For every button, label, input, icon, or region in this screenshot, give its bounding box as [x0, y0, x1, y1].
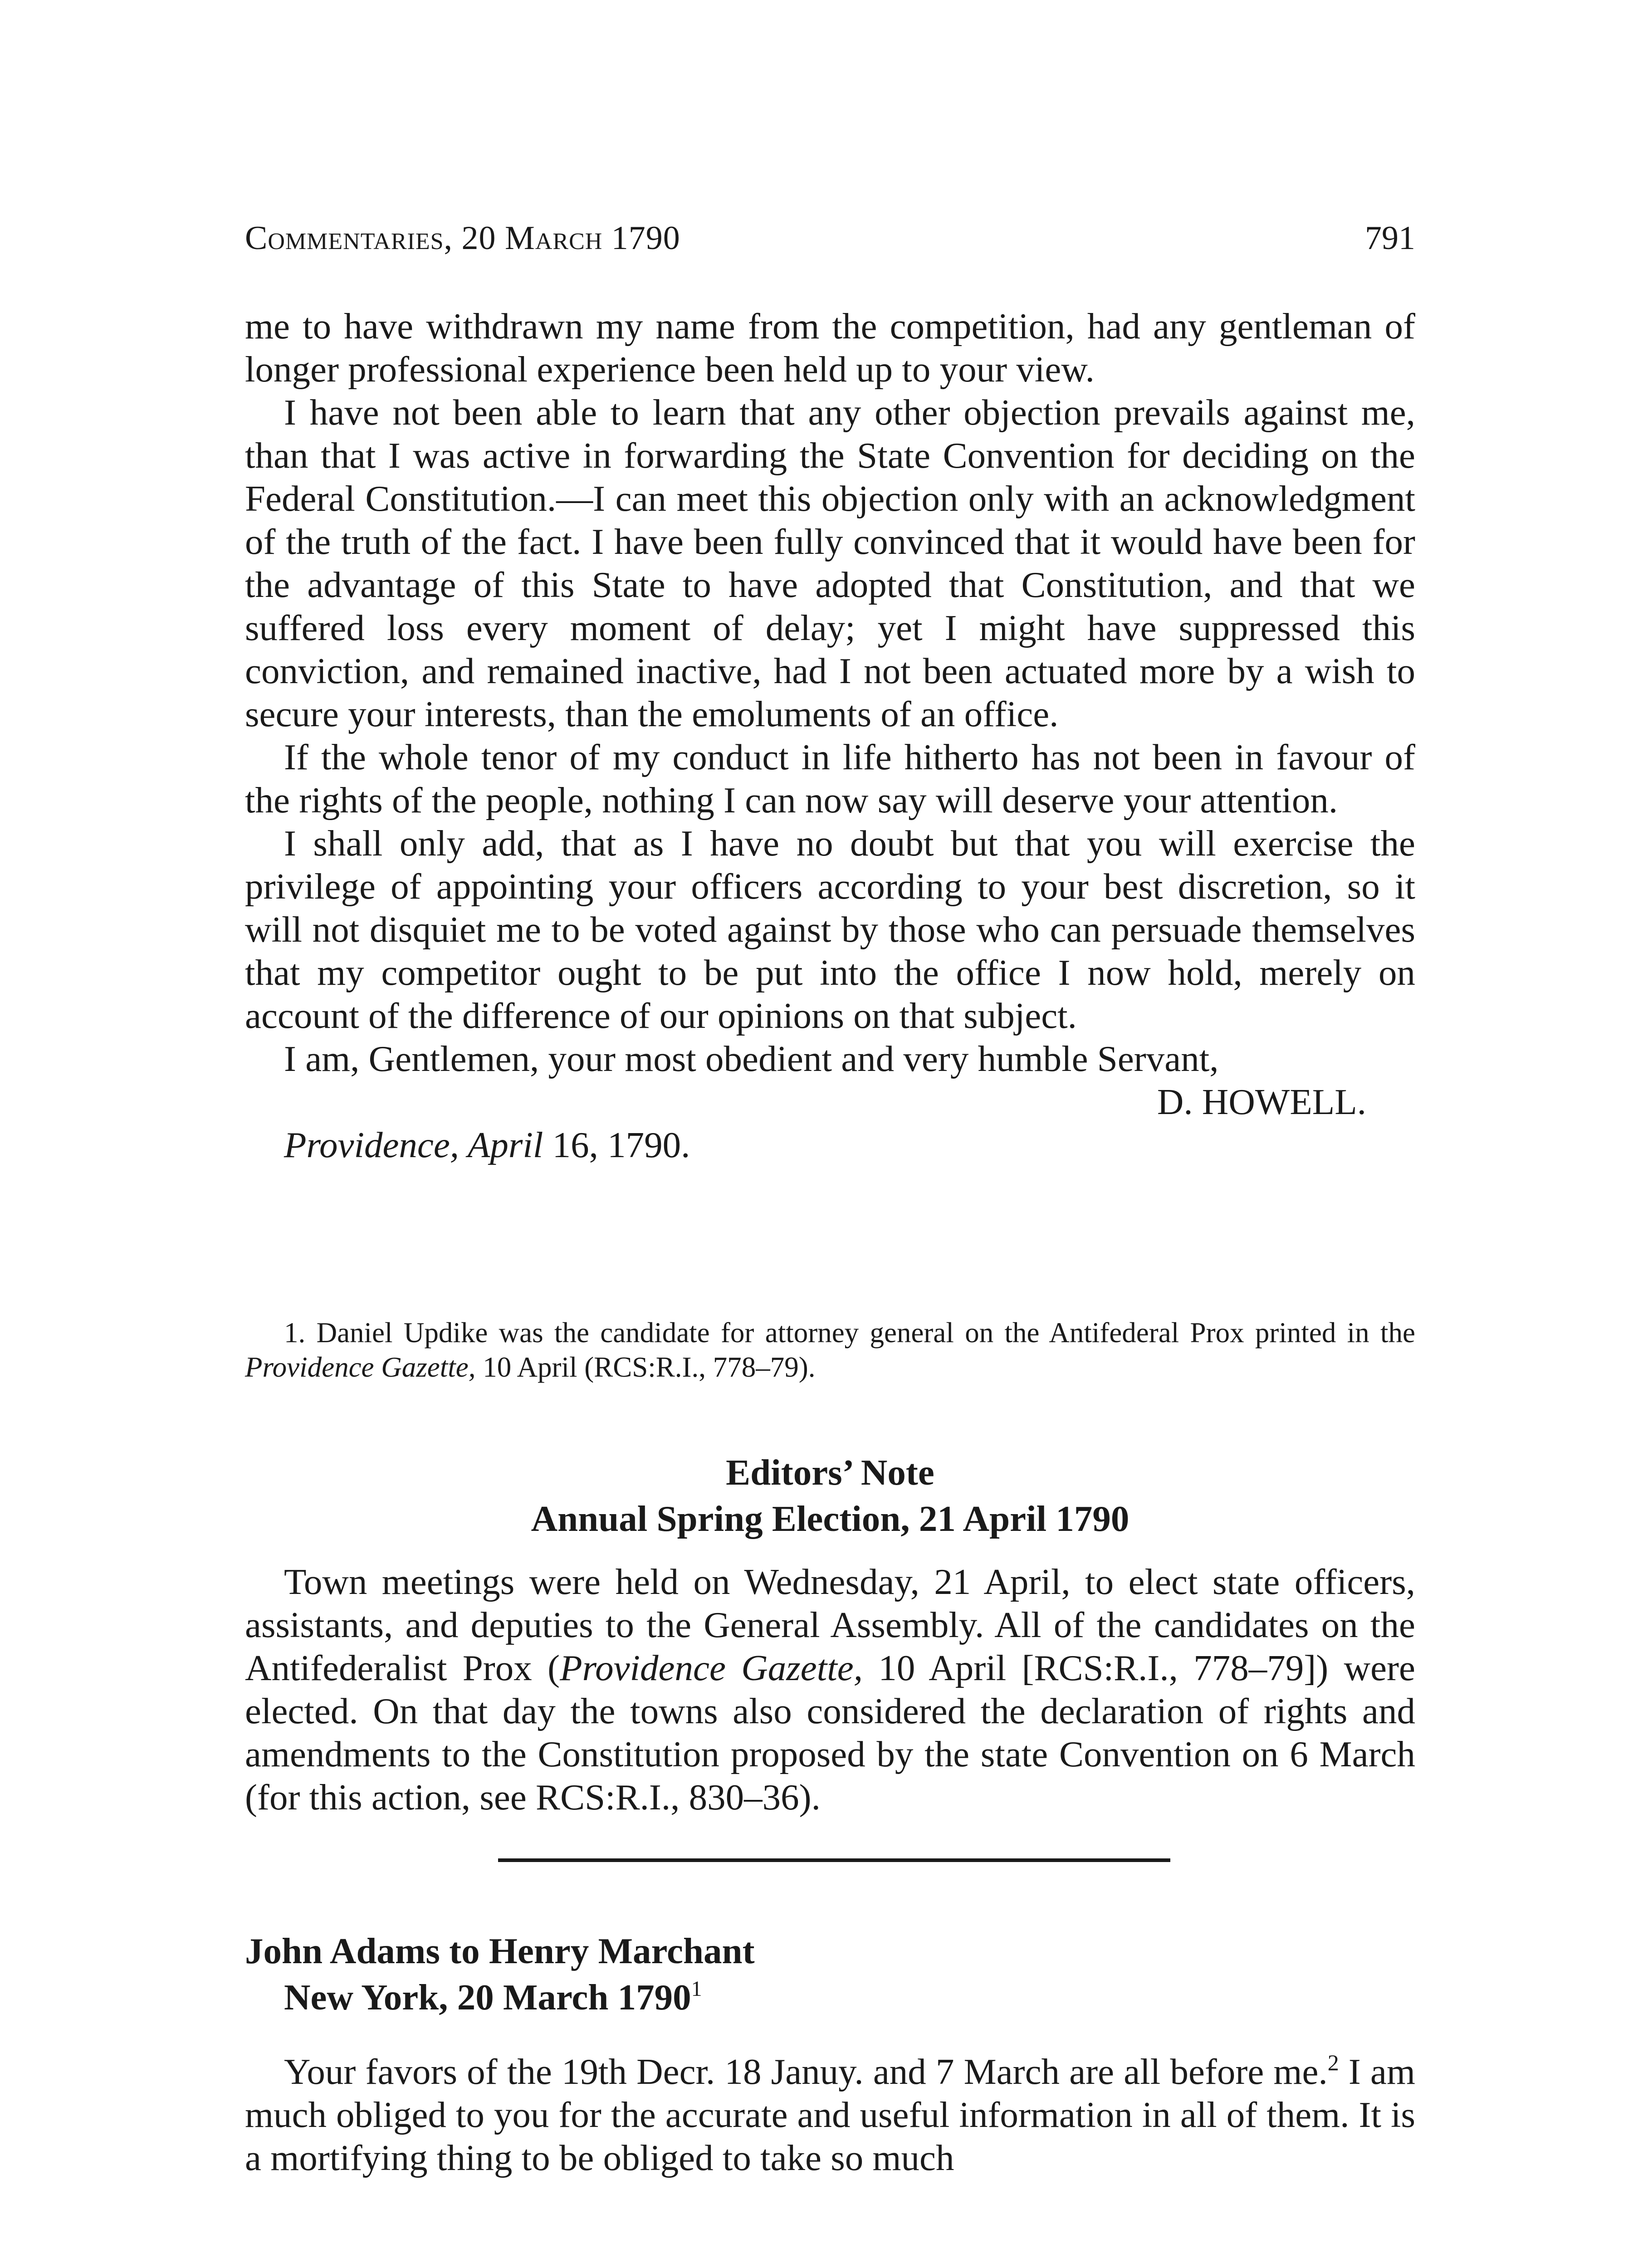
footnote-number: 1.	[284, 1317, 306, 1349]
letter-paragraph: I shall only add, that as I have no doubt but that you will exercise the privilege of appointing your officers according to your best discretion, so it will not disquiet me to be voted against by those who can persuade themselves that my competitor ought to be put into the office I now hold, merely on account of the difference of our opinions on that subject.	[245, 823, 1415, 1036]
adams-letter-title: John Adams to Henry Marchant	[245, 1931, 755, 1971]
adams-letter-place-date	[245, 1974, 1415, 2020]
section-divider	[498, 1858, 1170, 1862]
editors-note-subtitle: Annual Spring Election, 21 April 1790	[531, 1498, 1129, 1539]
howell-letter-body	[245, 305, 1415, 1167]
letter-dateline	[245, 1124, 1415, 1167]
letter-paragraph: If the whole tenor of my conduct in life hitherto has not been in favour of the rights of the people, nothing I can now say will deserve your attention.	[245, 737, 1415, 821]
editors-note-heading	[245, 1449, 1415, 1542]
editors-note-paragraph	[245, 1560, 1415, 1819]
letter-paragraph: me to have withdrawn my name from the competition, had any gentleman of longer professional experience been held up to your view.	[245, 306, 1415, 390]
dateline-date: 16, 1790.	[543, 1124, 690, 1165]
page-number: 791	[1365, 220, 1415, 257]
editors-note-body	[245, 1560, 1415, 1819]
adams-letter-paragraph	[245, 2050, 1415, 2180]
editors-note-text: Town meetings were held on Wednesday, 21 April, to elect state officers, assistants, and deputies to the General Assembly. All of the candidates on the Antifederalist Prox (	[245, 1561, 1415, 1688]
letter-closing: I am, Gentlemen, your most obedient and very humble Servant,	[284, 1038, 1219, 1079]
footnote-text: Daniel Updike was the candidate for attorney general on the Antifederal Prox printed in the	[305, 1317, 1415, 1349]
heading-note-ref: 1	[691, 1977, 702, 2001]
editors-note-text-end: 10 April [RCS:R.I., 778–79]) were elected. On that day the towns also considered the declaration of rights and amendments to the Constitution proposed by the state Convention on 6 March (for this action, see RCS:R.I., 830–36).	[245, 1647, 1415, 1818]
footnote	[245, 1315, 1415, 1384]
letter-paragraph: I have not been able to learn that any other objection prevails against me, than that I was active in forwarding the State Convention for deciding on the Federal Constitution.—I can meet this objection only with an acknowledgment of the truth of the fact. I have been fully convinced that it would have been for the advantage of this State to have adopted that Constitution, and that we suffered loss every moment of delay; yet I might have suppressed this conviction, and remained inactive, had I not been actuated more by a wish to secure your interests, than the emoluments of an office.	[245, 392, 1415, 734]
adams-letter-date: New York, 20 March 1790	[284, 1977, 691, 2018]
editors-note-title: Editors’ Note	[726, 1452, 934, 1493]
footnote-publication: Providence Gazette,	[245, 1351, 476, 1383]
note-ref: 2	[1327, 2050, 1339, 2075]
footnote-text-end: 10 April (RCS:R.I., 778–79).	[475, 1351, 816, 1383]
running-head	[245, 213, 1415, 263]
adams-letter-text: Your favors of the 19th Decr. 18 Januy. and 7 March are all before me.	[284, 2051, 1328, 2092]
running-head-title: Commentaries, 20 March 1790	[245, 220, 680, 257]
editors-note-publication: Providence Gazette,	[560, 1647, 863, 1688]
adams-letter-text-cont: I am much obliged to you for the accurate and useful information in all of them. It is a mortifying thing to be obliged to take so much	[245, 2051, 1416, 2178]
letter-signature: D. HOWELL.	[1157, 1081, 1366, 1122]
adams-letter-heading	[245, 1928, 1415, 2020]
dateline-place: Providence, April	[284, 1124, 543, 1165]
adams-letter-body	[245, 2050, 1415, 2180]
